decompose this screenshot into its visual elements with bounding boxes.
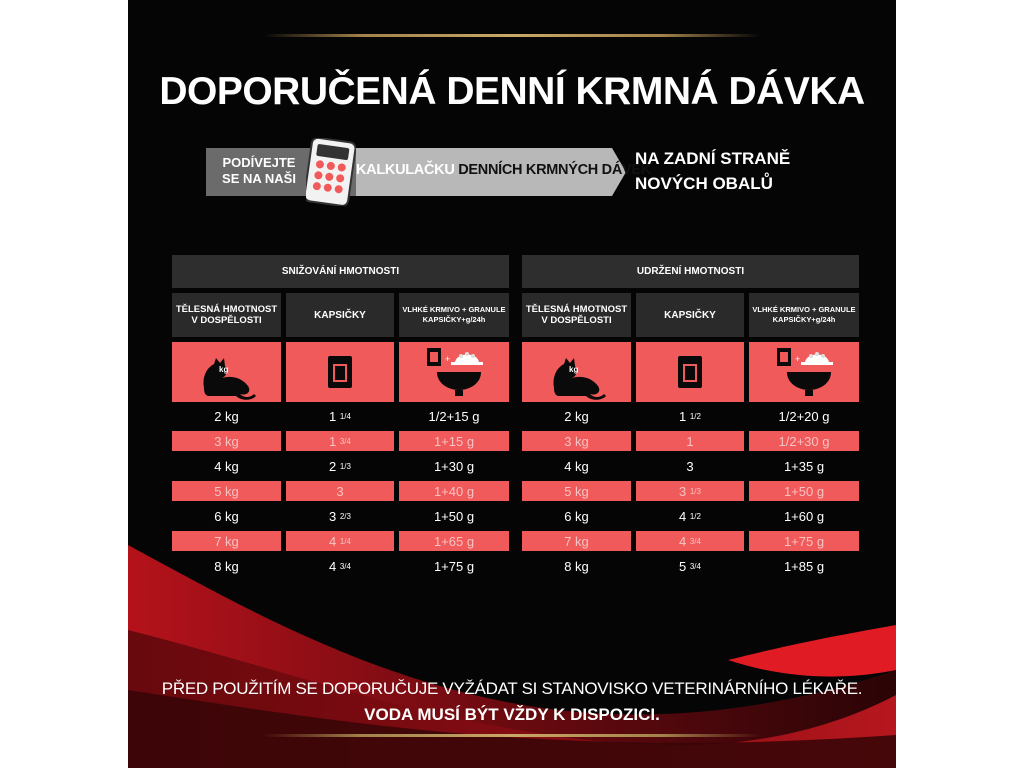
mixed-feeding-cell: 1+30 g xyxy=(433,458,475,474)
table-rows xyxy=(522,405,859,580)
pouches-cell: 1 1/2 xyxy=(679,408,701,424)
gold-divider-top xyxy=(263,34,761,37)
body-weight-cell: 6 kg xyxy=(214,508,239,524)
mixed-feeding-cell: 1+85 g xyxy=(783,558,825,574)
column-header-body-weight: TĚLESNÁ HMOTNOST V DOSPĚLOSTI xyxy=(172,293,281,337)
pouches-cell: 4 3/4 xyxy=(636,531,744,551)
veterinary-advice-note: PŘED POUŽITÍM SE DOPORUČUJE VYŽÁDAT SI STANOVISKO VETERINÁRNÍHO LÉKAŘE. xyxy=(161,679,863,698)
body-weight-cell: 2 kg xyxy=(564,408,589,424)
body-weight-cell: 7 kg xyxy=(522,531,631,551)
pouches-cell: 3 2/3 xyxy=(329,508,351,524)
cat-icon-label: kg xyxy=(219,365,229,374)
banner-rest-text: DENNÍCH KRMNÝCH DÁVEK xyxy=(458,162,651,178)
body-weight-cell: 5 kg xyxy=(522,481,631,501)
table-header: SNIŽOVÁNÍ HMOTNOSTI xyxy=(172,255,509,288)
mixed-feeding-cell: 1+40 g xyxy=(399,481,509,501)
mixed-feeding-cell: 1+50 g xyxy=(749,481,859,501)
pouches-cell: 1 1/4 xyxy=(329,408,351,424)
body-weight-cell: 3 kg xyxy=(172,431,281,451)
calculator-icon xyxy=(306,138,356,206)
feeding-guide-panel xyxy=(128,0,896,768)
banner-text-line2: SE NA NAŠI xyxy=(222,171,296,186)
scale-icon xyxy=(749,342,859,402)
pouches-cell: 5 3/4 xyxy=(679,558,701,574)
scale-icon xyxy=(399,342,509,402)
mixed-feeding-cell: 1+35 g xyxy=(783,458,825,474)
pouch-icon xyxy=(286,342,394,402)
back-of-pack-note xyxy=(635,146,790,196)
table-row xyxy=(172,455,509,480)
table-row xyxy=(172,405,509,430)
pouches-cell: 4 3/4 xyxy=(329,558,351,574)
table-header: UDRŽENÍ HMOTNOSTI xyxy=(522,255,859,288)
body-weight-cell: 7 kg xyxy=(172,531,281,551)
table-row xyxy=(522,505,859,530)
pouches-cell: 2 1/3 xyxy=(329,458,351,474)
column-header-pouches: KAPSIČKY xyxy=(286,293,394,337)
column-header-mixed-feeding: VLHKÉ KRMIVO + GRANULE KAPSIČKY+g/24h xyxy=(399,293,509,337)
mixed-feeding-cell: 1/2+15 g xyxy=(428,408,480,424)
cat-icon-label: kg xyxy=(569,365,579,374)
cat-icon xyxy=(172,342,281,402)
mixed-feeding-cell: 1+60 g xyxy=(783,508,825,524)
water-availability-note: VODA MUSÍ BÝT VŽDY K DISPOZICI. xyxy=(364,705,660,724)
body-weight-cell: 8 kg xyxy=(564,558,589,574)
pouches-cell: 1 xyxy=(636,431,744,451)
mixed-feeding-cell: 1/2+20 g xyxy=(778,408,830,424)
table-row xyxy=(172,505,509,530)
table-row xyxy=(172,530,509,555)
pouches-cell: 1 3/4 xyxy=(286,431,394,451)
banner-text-line1: PODÍVEJTE xyxy=(222,155,296,170)
pouches-cell: 3 xyxy=(686,458,694,474)
mixed-feeding-cell: 1+65 g xyxy=(399,531,509,551)
pouches-cell: 3 xyxy=(286,481,394,501)
pouches-cell: 4 1/4 xyxy=(286,531,394,551)
table-rows xyxy=(172,405,509,580)
table-row xyxy=(172,555,509,580)
body-weight-cell: 2 kg xyxy=(214,408,239,424)
body-weight-cell: 6 kg xyxy=(564,508,589,524)
mixed-feeding-cell: 1+50 g xyxy=(433,508,475,524)
back-note-line1: NA ZADNÍ STRANĚ xyxy=(635,149,791,168)
mixed-feeding-cell: 1+15 g xyxy=(399,431,509,451)
table-row xyxy=(522,530,859,555)
mixed-feeding-cell: 1/2+30 g xyxy=(749,431,859,451)
svg-text:+: + xyxy=(445,354,451,364)
column-header-mixed-feeding: VLHKÉ KRMIVO + GRANULE KAPSIČKY+g/24h xyxy=(749,293,859,337)
body-weight-cell: 5 kg xyxy=(172,481,281,501)
body-weight-cell: 8 kg xyxy=(214,558,239,574)
body-weight-cell: 3 kg xyxy=(522,431,631,451)
page-title: DOPORUČENÁ DENNÍ KRMNÁ DÁVKA xyxy=(159,70,865,113)
table-row xyxy=(172,430,509,455)
table-row xyxy=(172,480,509,505)
gold-divider-bottom xyxy=(263,734,761,737)
mixed-feeding-cell: 1+75 g xyxy=(749,531,859,551)
back-note-line2: NOVÝCH OBALŮ xyxy=(635,174,773,193)
column-header-body-weight: TĚLESNÁ HMOTNOST V DOSPĚLOSTI xyxy=(522,293,631,337)
cat-icon xyxy=(522,342,631,402)
banner-calc-word: KALKULAČKU xyxy=(356,162,455,178)
mixed-feeding-cell: 1+75 g xyxy=(433,558,475,574)
table-row xyxy=(522,430,859,455)
body-weight-cell: 4 kg xyxy=(214,458,239,474)
pouches-cell: 3 1/3 xyxy=(636,481,744,501)
pouches-cell: 4 1/2 xyxy=(679,508,701,524)
table-row xyxy=(522,480,859,505)
svg-text:+: + xyxy=(795,354,801,364)
table-row xyxy=(522,455,859,480)
body-weight-cell: 4 kg xyxy=(564,458,589,474)
column-header-pouches: KAPSIČKY xyxy=(636,293,744,337)
calculator-banner xyxy=(206,148,651,196)
pouch-icon xyxy=(636,342,744,402)
table-row xyxy=(522,555,859,580)
table-row xyxy=(522,405,859,430)
